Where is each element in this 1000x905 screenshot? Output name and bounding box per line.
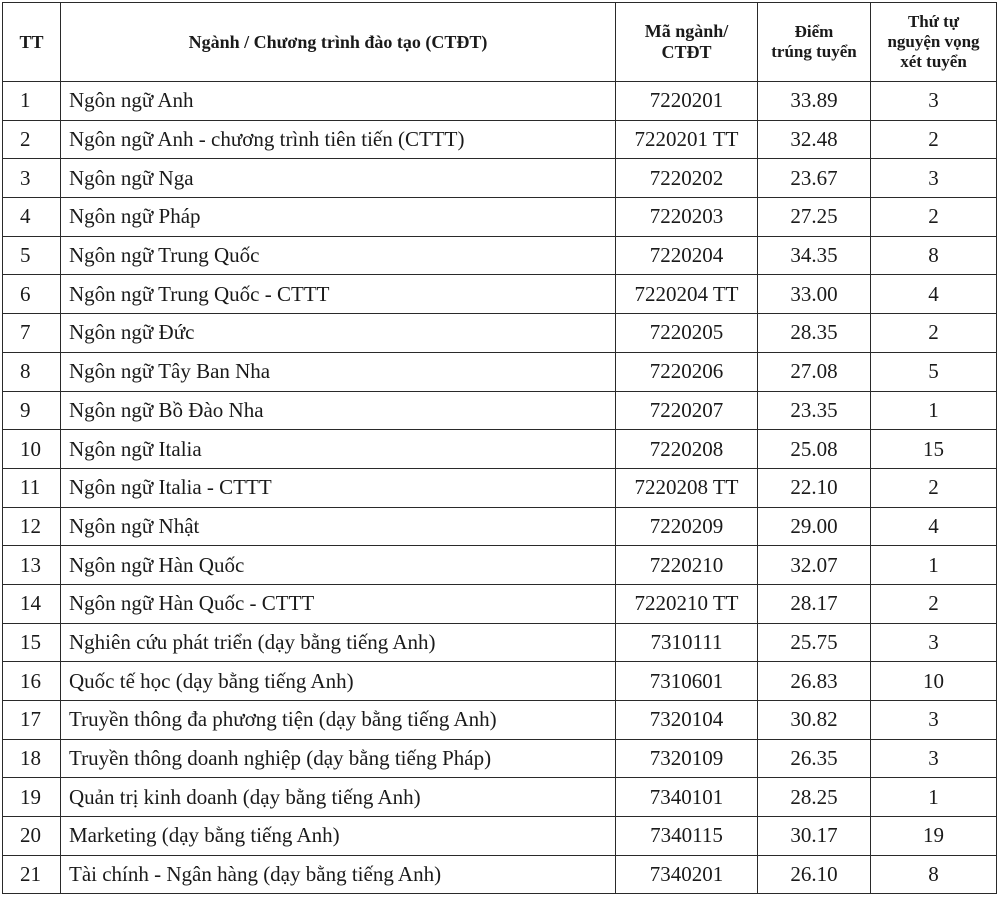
program-name: Ngôn ngữ Trung Quốc - CTTT	[61, 275, 616, 314]
preference-order: 19	[871, 817, 997, 856]
program-code: 7220205	[616, 314, 758, 353]
admission-score: 28.25	[758, 778, 871, 817]
program-code: 7220201	[616, 82, 758, 121]
preference-order: 3	[871, 701, 997, 740]
row-number: 10	[3, 430, 61, 469]
row-number: 3	[3, 159, 61, 198]
header-preference-line: nguyện vọng	[887, 32, 980, 51]
admission-score: 27.25	[758, 198, 871, 237]
admission-score: 22.10	[758, 468, 871, 507]
preference-order: 2	[871, 584, 997, 623]
table-row	[3, 314, 997, 353]
admission-score: 25.75	[758, 623, 871, 662]
program-code: 7220209	[616, 507, 758, 546]
row-number: 18	[3, 739, 61, 778]
header-row	[3, 3, 997, 82]
program-code: 7320104	[616, 701, 758, 740]
admission-score: 34.35	[758, 236, 871, 275]
program-code: 7320109	[616, 739, 758, 778]
admission-score: 28.35	[758, 314, 871, 353]
row-number: 1	[3, 82, 61, 121]
program-name: Truyền thông doanh nghiệp (dạy bằng tiếng Pháp)	[61, 739, 616, 778]
table-row	[3, 275, 997, 314]
program-name: Ngôn ngữ Nga	[61, 159, 616, 198]
row-number: 9	[3, 391, 61, 430]
table-row	[3, 623, 997, 662]
table-row	[3, 430, 997, 469]
row-number: 6	[3, 275, 61, 314]
header-code-line: Mã ngành/	[644, 21, 729, 41]
program-code: 7220208	[616, 430, 758, 469]
admission-score: 23.67	[758, 159, 871, 198]
table-row	[3, 198, 997, 237]
program-code: 7220210 TT	[616, 584, 758, 623]
table-body	[3, 82, 997, 894]
preference-order: 8	[871, 236, 997, 275]
header-preference-line: xét tuyển	[900, 52, 967, 71]
program-code: 7220207	[616, 391, 758, 430]
table-row	[3, 584, 997, 623]
program-code: 7220202	[616, 159, 758, 198]
program-name: Ngôn ngữ Tây Ban Nha	[61, 352, 616, 391]
row-number: 13	[3, 546, 61, 585]
admission-score: 30.82	[758, 701, 871, 740]
row-number: 8	[3, 352, 61, 391]
program-name: Ngôn ngữ Italia	[61, 430, 616, 469]
program-name: Tài chính - Ngân hàng (dạy bằng tiếng Anh)	[61, 855, 616, 894]
program-name: Ngôn ngữ Anh - chương trình tiên tiến (CTTT)	[61, 120, 616, 159]
admission-score: 33.89	[758, 82, 871, 121]
preference-order: 1	[871, 391, 997, 430]
header-score-line: trúng tuyển	[771, 42, 857, 61]
preference-order: 3	[871, 159, 997, 198]
admission-score: 30.17	[758, 817, 871, 856]
table-row	[3, 159, 997, 198]
header-program: Ngành / Chương trình đào tạo (CTĐT)	[61, 3, 616, 82]
program-name: Ngôn ngữ Hàn Quốc - CTTT	[61, 584, 616, 623]
program-code: 7220204 TT	[616, 275, 758, 314]
admission-score: 25.08	[758, 430, 871, 469]
header-code	[616, 3, 758, 82]
admission-score: 32.48	[758, 120, 871, 159]
preference-order: 8	[871, 855, 997, 894]
program-code: 7220210	[616, 546, 758, 585]
table-row	[3, 546, 997, 585]
row-number: 2	[3, 120, 61, 159]
program-code: 7220203	[616, 198, 758, 237]
row-number: 5	[3, 236, 61, 275]
preference-order: 2	[871, 314, 997, 353]
admission-score: 28.17	[758, 584, 871, 623]
program-code: 7340101	[616, 778, 758, 817]
header-code-line: CTĐT	[661, 42, 712, 62]
program-code: 7220206	[616, 352, 758, 391]
program-name: Truyền thông đa phương tiện (dạy bằng tiếng Anh)	[61, 701, 616, 740]
preference-order: 10	[871, 662, 997, 701]
program-code: 7310601	[616, 662, 758, 701]
program-name: Ngôn ngữ Bồ Đào Nha	[61, 391, 616, 430]
row-number: 21	[3, 855, 61, 894]
admission-score: 27.08	[758, 352, 871, 391]
table-row	[3, 391, 997, 430]
table-row	[3, 468, 997, 507]
program-name: Ngôn ngữ Trung Quốc	[61, 236, 616, 275]
table-row	[3, 662, 997, 701]
table-row	[3, 855, 997, 894]
preference-order: 3	[871, 623, 997, 662]
program-code: 7220208 TT	[616, 468, 758, 507]
header-score-line: Điểm	[794, 22, 834, 41]
program-code: 7340201	[616, 855, 758, 894]
program-code: 7310111	[616, 623, 758, 662]
table-row	[3, 120, 997, 159]
program-code: 7220204	[616, 236, 758, 275]
row-number: 17	[3, 701, 61, 740]
row-number: 14	[3, 584, 61, 623]
admission-score: 26.83	[758, 662, 871, 701]
header-preference	[871, 3, 997, 82]
preference-order: 3	[871, 82, 997, 121]
header-preference-line: Thứ tự	[907, 12, 960, 31]
program-name: Quốc tế học (dạy bằng tiếng Anh)	[61, 662, 616, 701]
program-name: Ngôn ngữ Italia - CTTT	[61, 468, 616, 507]
preference-order: 2	[871, 198, 997, 237]
table-row	[3, 817, 997, 856]
program-name: Nghiên cứu phát triển (dạy bằng tiếng Anh)	[61, 623, 616, 662]
program-code: 7340115	[616, 817, 758, 856]
admission-score: 23.35	[758, 391, 871, 430]
admission-score: 29.00	[758, 507, 871, 546]
program-name: Ngôn ngữ Anh	[61, 82, 616, 121]
preference-order: 15	[871, 430, 997, 469]
row-number: 19	[3, 778, 61, 817]
preference-order: 2	[871, 468, 997, 507]
program-name: Ngôn ngữ Nhật	[61, 507, 616, 546]
program-name: Ngôn ngữ Hàn Quốc	[61, 546, 616, 585]
row-number: 7	[3, 314, 61, 353]
program-code: 7220201 TT	[616, 120, 758, 159]
preference-order: 1	[871, 546, 997, 585]
row-number: 12	[3, 507, 61, 546]
admission-score: 26.10	[758, 855, 871, 894]
table-row	[3, 82, 997, 121]
preference-order: 5	[871, 352, 997, 391]
program-name: Ngôn ngữ Pháp	[61, 198, 616, 237]
program-name: Ngôn ngữ Đức	[61, 314, 616, 353]
preference-order: 4	[871, 275, 997, 314]
admission-score: 32.07	[758, 546, 871, 585]
admissions-table	[2, 2, 997, 894]
table-row	[3, 507, 997, 546]
table-row	[3, 778, 997, 817]
preference-order: 1	[871, 778, 997, 817]
row-number: 11	[3, 468, 61, 507]
row-number: 4	[3, 198, 61, 237]
admission-score: 33.00	[758, 275, 871, 314]
preference-order: 3	[871, 739, 997, 778]
preference-order: 2	[871, 120, 997, 159]
row-number: 15	[3, 623, 61, 662]
table-row	[3, 352, 997, 391]
header-tt: TT	[3, 3, 61, 82]
admission-score: 26.35	[758, 739, 871, 778]
program-name: Quản trị kinh doanh (dạy bằng tiếng Anh)	[61, 778, 616, 817]
table-row	[3, 739, 997, 778]
row-number: 20	[3, 817, 61, 856]
table-row	[3, 236, 997, 275]
program-name: Marketing (dạy bằng tiếng Anh)	[61, 817, 616, 856]
row-number: 16	[3, 662, 61, 701]
table-row	[3, 701, 997, 740]
header-score	[758, 3, 871, 82]
preference-order: 4	[871, 507, 997, 546]
